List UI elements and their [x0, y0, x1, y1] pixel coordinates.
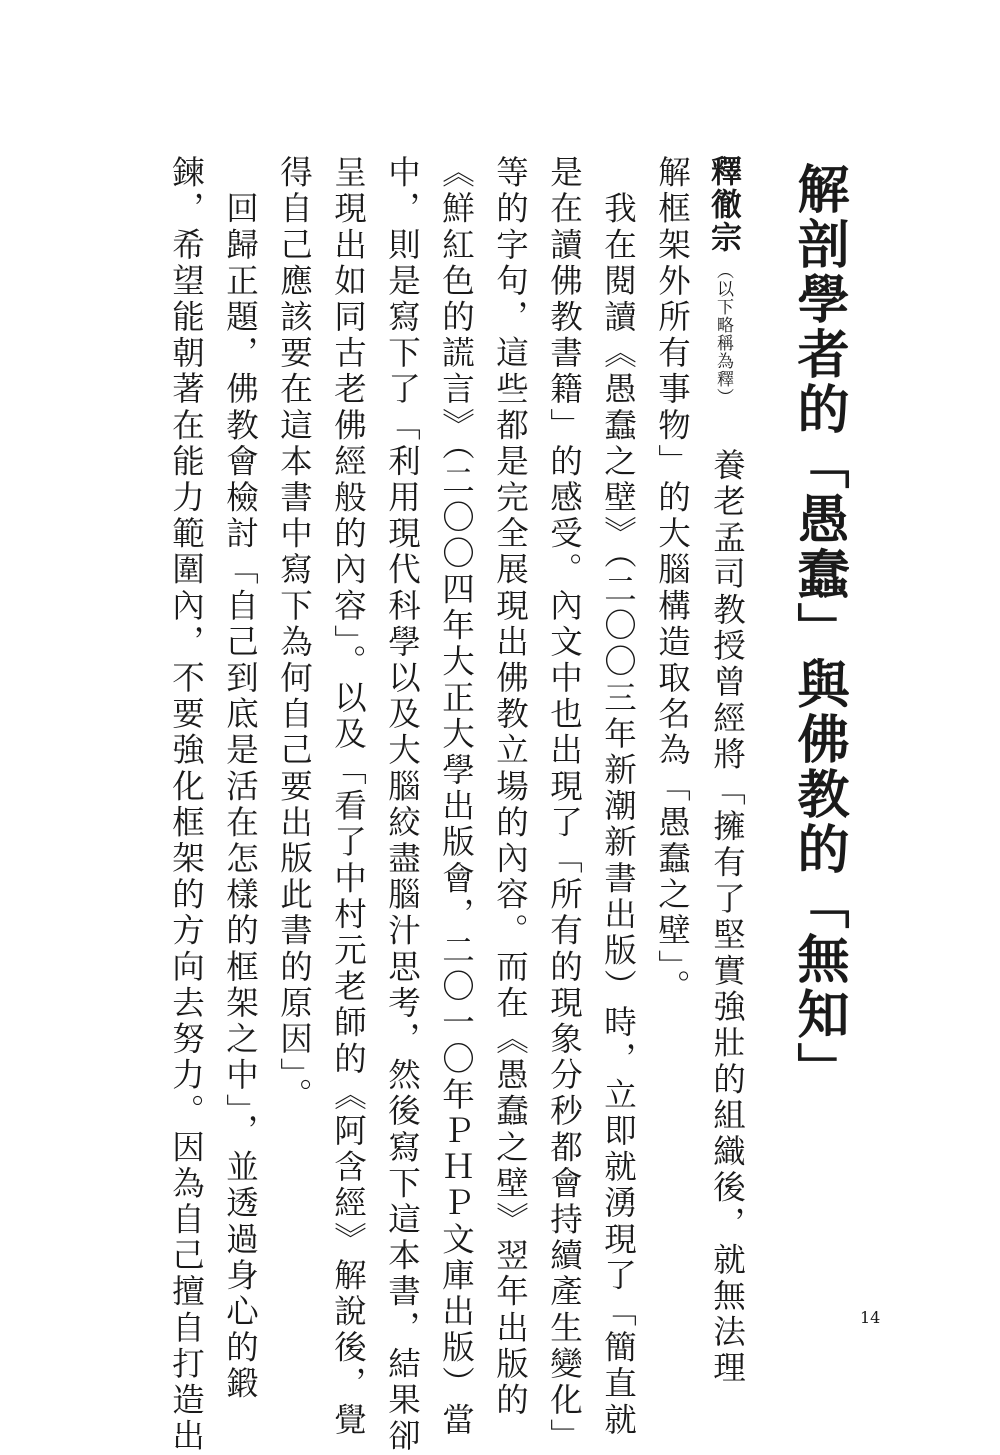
body-line-10: 回歸正題，佛教會檢討「自己到底是活在怎樣的框架之中」，並透過身心的鍛 — [221, 155, 260, 1403]
body-line-6: 《鮮紅色的謊言》（二〇〇四年大正大學出版會，二〇一〇年ＰＨＰ文庫出版）當 — [437, 155, 476, 1439]
speaker-note: （以下略稱為釋） — [713, 262, 733, 406]
body-line-11: 鍊，希望能朝著在能力範圍內，不要強化框架的方向去努力。因為自己擅自打造出 — [167, 155, 206, 1455]
chapter-title: 解剖學者的「愚蠢」與佛教的「無知」 — [788, 162, 849, 1097]
body-line-2: 解框架外所有事物」的大腦構造取名為「愚蠢之壁」。 — [653, 155, 692, 1006]
speaker-name: 釋徹宗 — [705, 155, 741, 254]
body-line-5: 等的字句，這些都是完全展現出佛教立場的內容。而在《愚蠢之壁》翌年出版的 — [491, 155, 530, 1419]
body-line-4: 是在讀佛教書籍」的感受。內文中也出現了「所有的現象分秒都會持續產生變化」 — [545, 155, 584, 1455]
body-line-9: 得自己應該要在這本書中寫下為何自己要出版此書的原因」。 — [275, 155, 314, 1114]
body-line-1: 養老孟司教授曾經將「擁有了堅實強壯的組織後，就無法理 — [708, 448, 747, 1387]
page-number: 14 — [860, 1308, 881, 1327]
body-line-8: 呈現出如同古老佛經般的內容」。以及「看了中村元老師的《阿含經》解說後，覺 — [329, 155, 368, 1439]
body-line-3: 我在閱讀《愚蠢之壁》（二〇〇三年新潮新書出版）時，立即就湧現了「簡直就 — [599, 155, 638, 1439]
body-line-7: 中，則是寫下了「利用現代科學以及大腦絞盡腦汁思考，然後寫下這本書，結果卻 — [383, 155, 422, 1455]
